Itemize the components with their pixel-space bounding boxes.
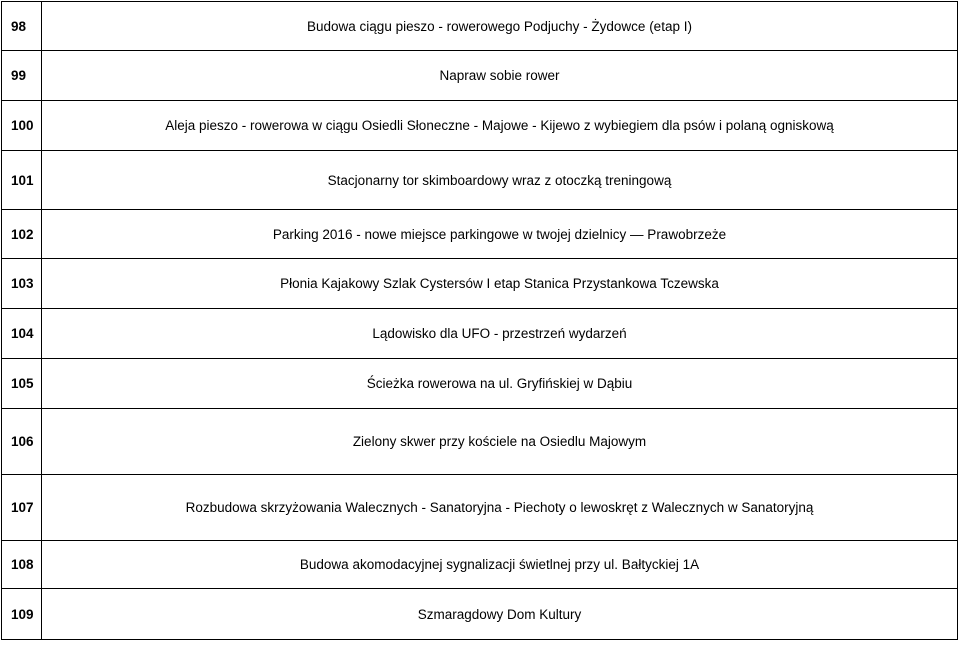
project-number: 107 <box>2 475 42 541</box>
project-number: 102 <box>2 210 42 259</box>
project-number: 106 <box>2 409 42 475</box>
projects-table <box>1 1 958 640</box>
project-name: Rozbudowa skrzyżowania Walecznych - Sanatoryjna - Piechoty o lewoskręt z Walecznych w Sanatoryjną <box>42 475 958 541</box>
project-number: 100 <box>2 101 42 151</box>
project-number: 109 <box>2 589 42 640</box>
project-name: Parking 2016 - nowe miejsce parkingowe w twojej dzielnicy ― Prawobrzeże <box>42 210 958 259</box>
table-row <box>2 589 958 640</box>
project-number: 105 <box>2 359 42 409</box>
project-number: 98 <box>2 2 42 51</box>
project-name: Napraw sobie rower <box>42 51 958 101</box>
project-name: Płonia Kajakowy Szlak Cystersów I etap Stanica Przystankowa Tczewska <box>42 259 958 309</box>
project-name: Stacjonarny tor skimboardowy wraz z otoczką treningową <box>42 151 958 210</box>
table-row <box>2 101 958 151</box>
table-row <box>2 475 958 541</box>
table-row <box>2 210 958 259</box>
project-number: 99 <box>2 51 42 101</box>
project-number: 101 <box>2 151 42 210</box>
table-row <box>2 51 958 101</box>
project-name: Aleja pieszo - rowerowa w ciągu Osiedli Słoneczne - Majowe - Kijewo z wybiegiem dla psów i polaną ogniskową <box>42 101 958 151</box>
table-row <box>2 409 958 475</box>
project-name: Budowa akomodacyjnej sygnalizacji świetlnej przy ul. Bałtyckiej 1A <box>42 541 958 589</box>
table-row <box>2 151 958 210</box>
project-name: Lądowisko dla UFO - przestrzeń wydarzeń <box>42 309 958 359</box>
table-row <box>2 541 958 589</box>
table-row <box>2 359 958 409</box>
table-row <box>2 309 958 359</box>
project-name: Szmaragdowy Dom Kultury <box>42 589 958 640</box>
project-name: Budowa ciągu pieszo - rowerowego Podjuchy - Żydowce (etap I) <box>42 2 958 51</box>
project-number: 108 <box>2 541 42 589</box>
project-name: Zielony skwer przy kościele na Osiedlu Majowym <box>42 409 958 475</box>
table-row <box>2 259 958 309</box>
project-name: Ścieżka rowerowa na ul. Gryfińskiej w Dąbiu <box>42 359 958 409</box>
table-row <box>2 2 958 51</box>
project-number: 104 <box>2 309 42 359</box>
project-number: 103 <box>2 259 42 309</box>
